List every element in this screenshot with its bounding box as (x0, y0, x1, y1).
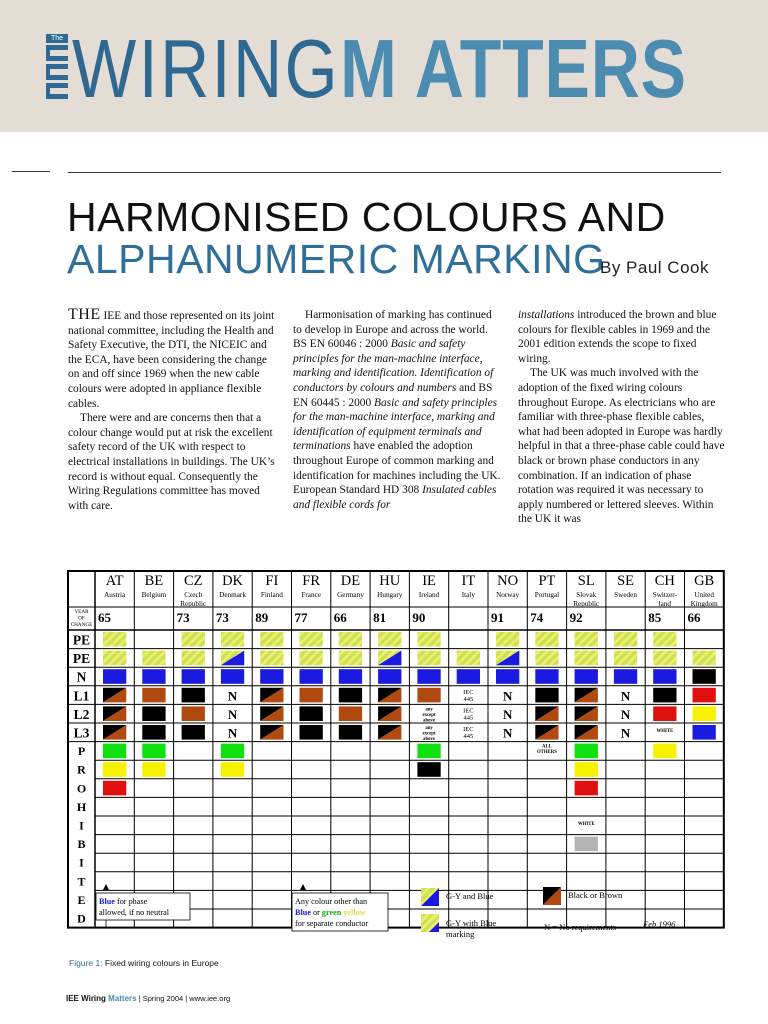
country-code: PT (538, 573, 556, 589)
gy-cell (339, 632, 362, 647)
country-name: Switzer- (652, 591, 677, 599)
note-arrowhead (103, 884, 109, 890)
colour-cell (142, 725, 165, 740)
cell-note: any (425, 707, 433, 713)
colour-cell (339, 725, 362, 740)
gy-cell (378, 632, 401, 647)
colour-cell (653, 706, 676, 721)
year-value: 77 (294, 610, 308, 625)
country-name: Sweden (614, 591, 637, 599)
colour-cell (300, 688, 323, 703)
col2-standard-title-1: Basic and safety principles for the man-machine interface, marking and identification. Identification of conductors by colours and numbers (293, 338, 494, 394)
colour-cell (693, 706, 716, 721)
country-code: CZ (183, 573, 203, 589)
colour-cell (575, 744, 598, 759)
gy-cell (653, 651, 676, 666)
col3-italic-lead: installations (518, 309, 575, 321)
country-code: FI (265, 573, 279, 589)
prohibited-letter: E (77, 892, 86, 907)
colour-cell (535, 669, 558, 684)
colour-cell (103, 762, 126, 777)
footer-text: | Spring 2004 | www.iee.org (136, 994, 231, 1003)
col3-para2: The UK was much involved with the adoption of the fixed wiring colours throughout Europe. As electricians who are familiar with three-phase flexible cables, what had been adopted in Europe was hardly helpful in that a three-phase cable could have black or brown phase conductors in any combination. If an indication of phase rotation was required it was necessary to apply numbered or lettered sleeves. Within the UK it was (518, 367, 725, 526)
country-name: Denmark (219, 591, 246, 599)
cell-note: IEC (463, 688, 474, 696)
gy-cell (142, 651, 165, 666)
colour-cell (103, 744, 126, 759)
gy-cell (300, 632, 323, 647)
gy-cell (417, 632, 440, 647)
prohibited-letter: D (77, 911, 86, 926)
col3-para1: introduced the brown and blue colours for flexible cables in 1969 and the 2001 edition extends the scope to fixed wiring. (518, 309, 717, 365)
year-value: 92 (569, 610, 583, 625)
country-name: Italy (461, 591, 475, 599)
cell-n: N (502, 725, 513, 741)
year-value: 91 (491, 610, 504, 625)
year-value: 66 (333, 610, 347, 625)
country-name: Austria (104, 591, 126, 599)
masthead-word2: M ATTERS (340, 22, 687, 115)
cell-n: N (620, 688, 631, 704)
year-value: 81 (373, 610, 387, 625)
colour-cell (221, 744, 244, 759)
country-name: Slovak (576, 591, 597, 599)
prohibited-letter: O (76, 781, 87, 796)
masthead-word1: WIRING (72, 22, 341, 115)
colour-cell (575, 837, 598, 852)
cell-note: except (422, 712, 436, 718)
colour-cell (142, 706, 165, 721)
note-2-text: Any colour other than (295, 897, 368, 906)
country-code: BE (144, 573, 164, 589)
gy-cell (535, 651, 558, 666)
prohibited-letter: H (76, 799, 87, 814)
colour-cell (653, 688, 676, 703)
country-code: AT (105, 573, 124, 589)
gy-cell (260, 651, 283, 666)
year-value: 89 (255, 610, 269, 625)
prohibited-letter: I (79, 818, 84, 833)
colour-cell (693, 669, 716, 684)
colour-cell (535, 688, 558, 703)
prohibited-letter: T (77, 874, 86, 889)
country-name: Hungary (377, 591, 403, 599)
country-name: Ireland (418, 591, 440, 599)
legend-date: Feb 1996 (643, 919, 676, 929)
colour-cell (300, 669, 323, 684)
gy-cell (182, 651, 205, 666)
col1-para1: IEE and those represented on its joint national committee, including the Health and Safety Executive, the DTI, the NICEIC and the ECA, have been considering the change on and off since 1969 when the new cable colours were adopted in appliance flexible cables. (68, 310, 275, 410)
cell-n: N (620, 725, 631, 741)
country-name: Germany (337, 591, 364, 599)
gy-cell (417, 651, 440, 666)
year-of-change-label: YEAR (74, 609, 89, 615)
gy-cell (260, 632, 283, 647)
colour-cell (417, 744, 440, 759)
figure-caption-text: Fixed wiring colours in Europe (102, 958, 219, 968)
gy-cell (575, 651, 598, 666)
year-value: 73 (215, 610, 229, 625)
prohibited-letter: R (77, 762, 86, 777)
colour-cell (221, 762, 244, 777)
colour-cell (142, 669, 165, 684)
year-of-change-label: CHANGE (70, 622, 93, 628)
colour-cell (221, 669, 244, 684)
year-value: 74 (530, 610, 544, 625)
page-footer (66, 994, 230, 1003)
cell-note: ALL (542, 744, 552, 750)
note-1-text: allowed, if no neutral (99, 908, 170, 917)
cell-note: except (422, 731, 436, 737)
colour-cell (182, 688, 205, 703)
cell-n: N (227, 725, 238, 741)
cell-n: N (502, 688, 513, 704)
colour-cell (693, 688, 716, 703)
year-value: 65 (98, 610, 111, 625)
country-name: Belgium (141, 591, 167, 599)
colour-cell (417, 688, 440, 703)
legend-gy-marking-label: marking (446, 929, 475, 939)
gy-cell (339, 651, 362, 666)
country-name: Kingdom (690, 600, 718, 608)
col1-para2: There were and are concerns then that a colour change would put at risk the excellent safety record of the UK with respect to electrical installations in buildings. The UK’s record is without equal. Consequently the Wiring Regulations committee has moved with care. (68, 412, 275, 512)
colour-cell (653, 669, 676, 684)
colour-cell (182, 669, 205, 684)
colour-cell (142, 762, 165, 777)
figure-caption (69, 958, 219, 968)
gy-cell (221, 632, 244, 647)
cell-note: WHITE (656, 729, 674, 734)
cell-note: 445 (463, 714, 474, 722)
country-name: Republic (180, 600, 207, 608)
country-code: SE (617, 573, 635, 589)
country-name: France (301, 591, 321, 599)
note-2-text: for separate conductor (295, 919, 369, 928)
prohibited-letter: P (77, 744, 86, 759)
colour-cell (653, 744, 676, 759)
country-name: Finland (260, 591, 283, 599)
colour-cell (182, 706, 205, 721)
colour-cell (103, 781, 126, 796)
country-name: Czech (184, 591, 203, 599)
note-1-text: Blue for phase (99, 897, 148, 906)
country-code: DK (222, 573, 244, 589)
gy-cell (300, 651, 323, 666)
row-label: L3 (73, 725, 90, 741)
gy-cell (653, 632, 676, 647)
country-code: FR (302, 573, 321, 589)
footer-brand-1: IEE Wiring (66, 994, 109, 1003)
colour-cell (417, 762, 440, 777)
country-code: SL (577, 573, 595, 589)
legend-no-req-label: N = No requirements (544, 922, 617, 932)
col2-text-1: Harmonisation of marking has continued to develop in Europe and across the world. BS EN 60046 : 2000 (293, 309, 492, 351)
col2-text-2: and BS EN 60445 : 2000 (293, 381, 493, 409)
colour-cell (614, 669, 637, 684)
note-arrowhead (300, 884, 306, 890)
country-code: IT (461, 573, 476, 589)
cell-note: 445 (463, 695, 474, 703)
iee-the-label: The (46, 34, 68, 43)
colour-cell (300, 725, 323, 740)
country-code: DE (340, 573, 361, 589)
colour-cell (182, 725, 205, 740)
country-name: land (658, 600, 672, 608)
colour-cell (300, 706, 323, 721)
gy-cell (182, 632, 205, 647)
gy-cell (614, 651, 637, 666)
colour-cell (103, 669, 126, 684)
year-value: 90 (412, 610, 426, 625)
country-code: GB (694, 573, 715, 589)
row-label: N (76, 669, 87, 685)
colour-cell (693, 725, 716, 740)
legend-gy-blue-label: G-Y and Blue (446, 891, 494, 901)
gy-cell (103, 632, 126, 647)
article-title-line2: ALPHANUMERIC MARKING (67, 236, 606, 282)
byline: By Paul Cook (600, 258, 709, 277)
note-2-text: Blue or green yellow (295, 908, 366, 917)
col2-text-3: have enabled the adoption throughout Europe of common marking and identification for machines including the UK. European Standard HD 308 (293, 440, 501, 497)
cell-note: any (425, 726, 433, 731)
gy-cell (575, 632, 598, 647)
article-title-line1: HARMONISED COLOURS AND (67, 194, 666, 240)
row-label: L1 (73, 688, 90, 704)
prohibited-letter: B (77, 837, 86, 852)
cell-n: N (227, 706, 238, 722)
footer-brand-2: Matters (108, 994, 137, 1003)
legend-gy-marking-label: G-Y with Blue (446, 918, 497, 928)
colour-cell (575, 669, 598, 684)
table-border (68, 571, 724, 928)
col2-standard-title-3: Insulated cables and flexible cords for (293, 484, 497, 511)
year-of-change-label: OF (78, 615, 85, 622)
country-name: Portugal (534, 591, 560, 599)
colour-cell (575, 781, 598, 796)
gy-cell (535, 632, 558, 647)
gy-cell (103, 651, 126, 666)
colour-cell (575, 762, 598, 777)
cell-note: IEC (463, 726, 474, 733)
colour-cell (457, 669, 480, 684)
year-value: 66 (687, 610, 701, 625)
gy-cell (457, 651, 480, 666)
country-name: United (694, 591, 714, 599)
year-value: 85 (648, 610, 662, 625)
cell-n: N (620, 706, 631, 722)
colour-cell (339, 706, 362, 721)
colour-cell (417, 669, 440, 684)
row-label: PE (72, 632, 91, 648)
cell-note: IEC (463, 707, 474, 715)
colour-cell (142, 744, 165, 759)
col2-standard-title-2: Basic and safety principles for the man-machine interface, marking and identification of equipment terminals and terminations (293, 396, 498, 453)
dropcap: THE (68, 306, 101, 323)
gy-cell (614, 632, 637, 647)
colour-cell (339, 688, 362, 703)
colour-cell (378, 669, 401, 684)
cell-n: N (227, 688, 238, 704)
colour-cell (142, 688, 165, 703)
cell-note: above (423, 718, 436, 724)
cell-note: 445 (463, 733, 474, 740)
figure-label: Figure 1: (69, 958, 103, 968)
row-label: PE (72, 651, 91, 667)
country-code: IE (422, 573, 436, 589)
cell-note: OTHERS (536, 750, 557, 756)
prohibited-letter: I (79, 855, 84, 870)
colour-cell (496, 669, 519, 684)
cell-n: N (502, 706, 513, 722)
country-name: Norway (496, 591, 520, 599)
country-name: Republic (573, 600, 600, 608)
row-label: L2 (73, 706, 90, 722)
country-code: NO (497, 573, 519, 589)
year-value: 73 (176, 610, 190, 625)
colour-cell (260, 669, 283, 684)
cell-note: above (423, 737, 436, 742)
legend-black-brown-label: Black or Brown (568, 890, 623, 900)
colour-cell (339, 669, 362, 684)
country-code: HU (379, 573, 401, 589)
gy-cell (693, 651, 716, 666)
country-code: CH (654, 573, 675, 589)
cell-note: WHITE (577, 822, 595, 827)
gy-cell (496, 632, 519, 647)
